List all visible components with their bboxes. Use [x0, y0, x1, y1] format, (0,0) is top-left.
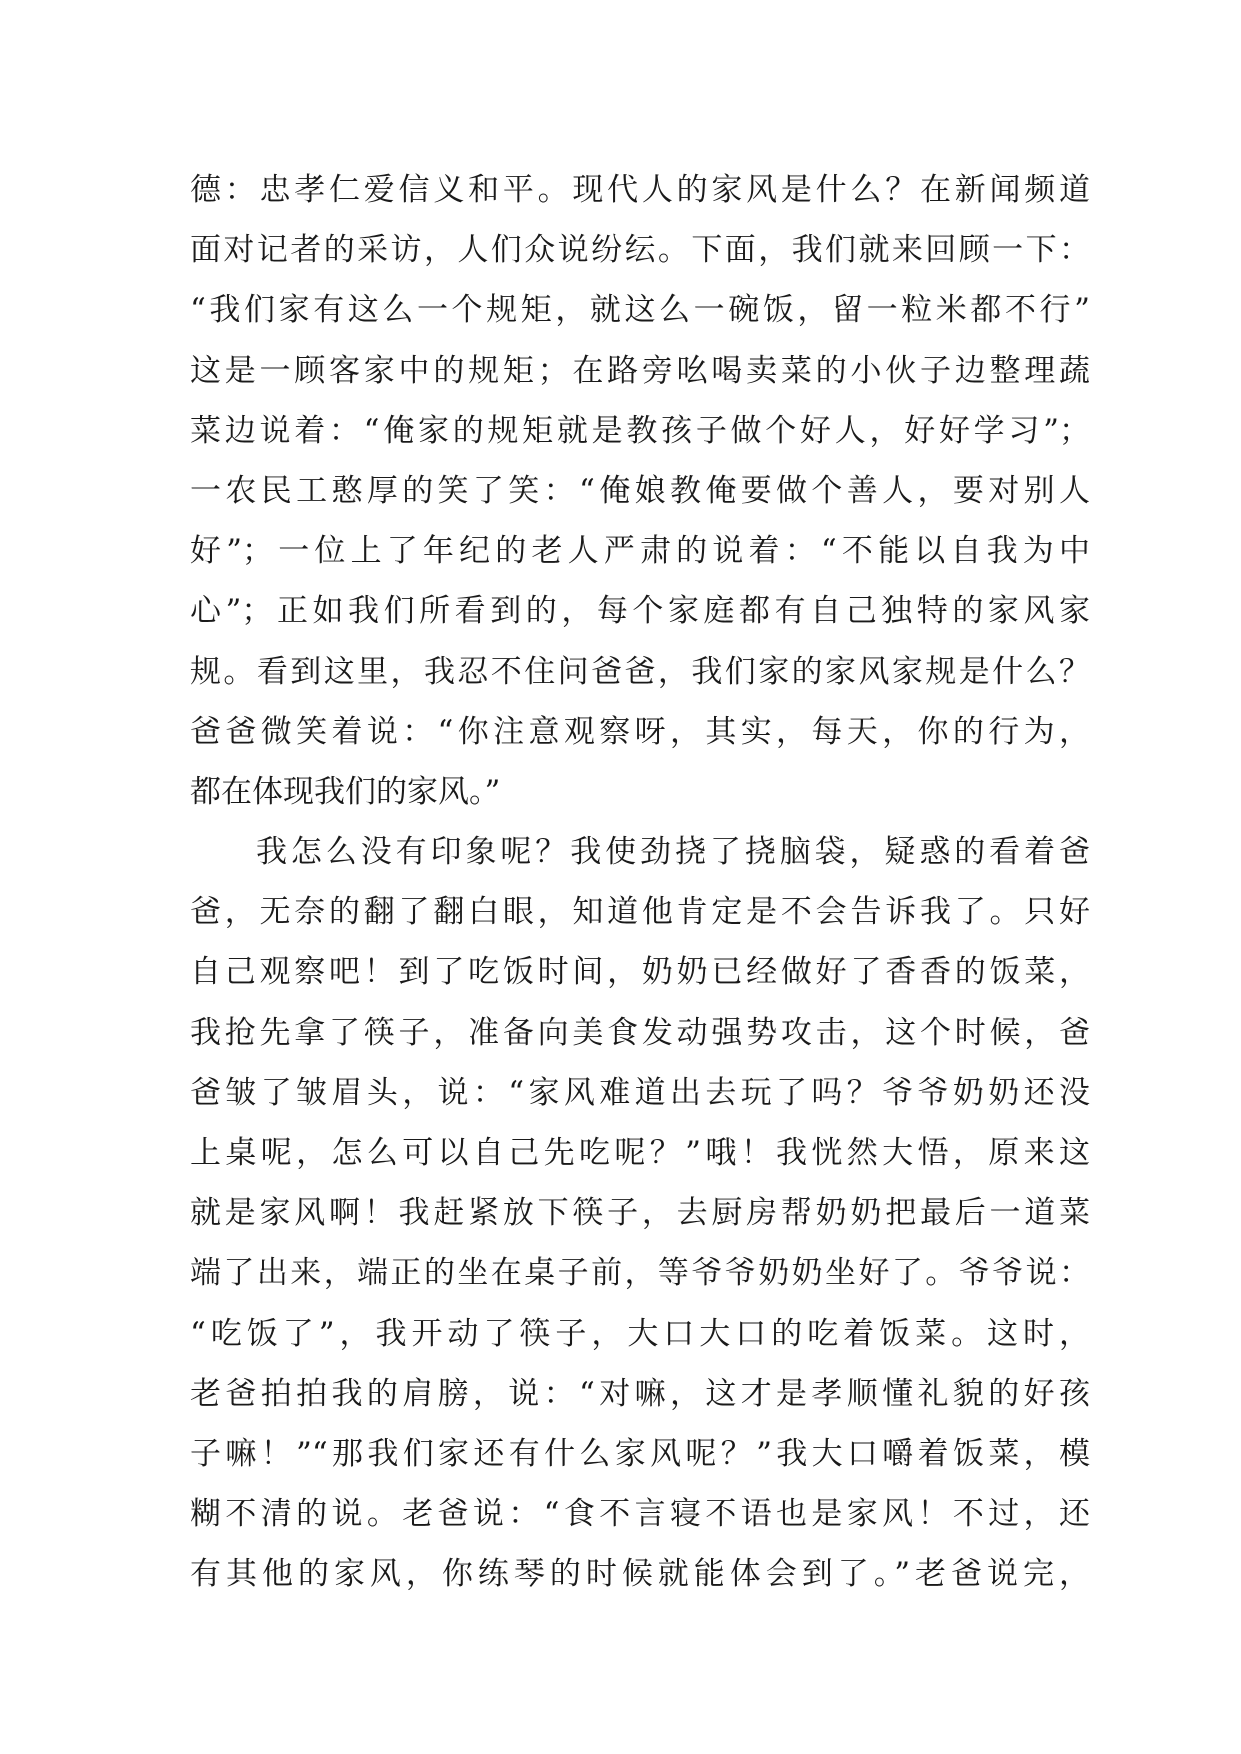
text-line: 菜边说着：“俺家的规矩就是教孩子做个好人，好好学习”； [190, 412, 1090, 449]
text-line: 我抢先拿了筷子，准备向美食发动强势攻击，这个时候，爸 [190, 1014, 1090, 1051]
text-line: 自己观察吧！到了吃饭时间，奶奶已经做好了香香的饭菜， [190, 954, 1090, 991]
text-line: 爸，无奈的翻了翻白眼，知道他肯定是不会告诉我了。只好 [190, 894, 1090, 931]
text-line: 规。看到这里，我忍不住问爸爸，我们家的家风家规是什么？ [190, 653, 1090, 690]
text-line: 老爸拍拍我的肩膀，说：“对嘛，这才是孝顺懂礼貌的好孩 [190, 1375, 1090, 1412]
text-line: “吃饭了”，我开动了筷子，大口大口的吃着饭菜。这时， [190, 1315, 1090, 1352]
text-line: 德：忠孝仁爱信义和平。现代人的家风是什么？在新闻频道 [190, 172, 1090, 208]
text-line: 心”；正如我们所看到的，每个家庭都有自己独特的家风家 [190, 593, 1090, 630]
body-text [190, 160, 1090, 1605]
text-line: 爸爸微笑着说：“你注意观察呀，其实，每天，你的行为， [190, 713, 1090, 750]
text-line: 一农民工憨厚的笑了笑：“俺娘教俺要做个善人，要对别人 [190, 472, 1090, 509]
text-line: 好”；一位上了年纪的老人严肃的说着：“不能以自我为中 [190, 533, 1090, 570]
text-line: 就是家风啊！我赶紧放下筷子，去厨房帮奶奶把最后一道菜 [190, 1195, 1090, 1232]
text-line: 都在体现我们的家风。” [190, 773, 501, 810]
text-line: 爸皱了皱眉头，说：“家风难道出去玩了吗？爷爷奶奶还没 [190, 1074, 1090, 1111]
text-line: 这是一顾客家中的规矩；在路旁吆喝卖菜的小伙子边整理蔬 [190, 352, 1090, 389]
text-line: 端了出来，端正的坐在桌子前，等爷爷奶奶坐好了。爷爷说： [190, 1255, 1090, 1292]
text-line: 有其他的家风，你练琴的时候就能体会到了。”老爸说完， [190, 1556, 1090, 1593]
text-line: 糊不清的说。老爸说：“食不言寝不语也是家风！不过，还 [190, 1496, 1090, 1533]
text-line: 上桌呢，怎么可以自己先吃呢？”哦！我恍然大悟，原来这 [190, 1135, 1090, 1171]
text-line: 面对记者的采访，人们众说纷纭。下面，我们就来回顾一下： [190, 232, 1090, 269]
text-line: 子嘛！”“那我们家还有什么家风呢？”我大口嚼着饭菜，模 [190, 1435, 1090, 1472]
text-line: “我们家有这么一个规矩，就这么一碗饭，留一粒米都不行” [190, 292, 1090, 329]
text-line: 我怎么没有印象呢？我使劲挠了挠脑袋，疑惑的看着爸 [256, 834, 1090, 871]
